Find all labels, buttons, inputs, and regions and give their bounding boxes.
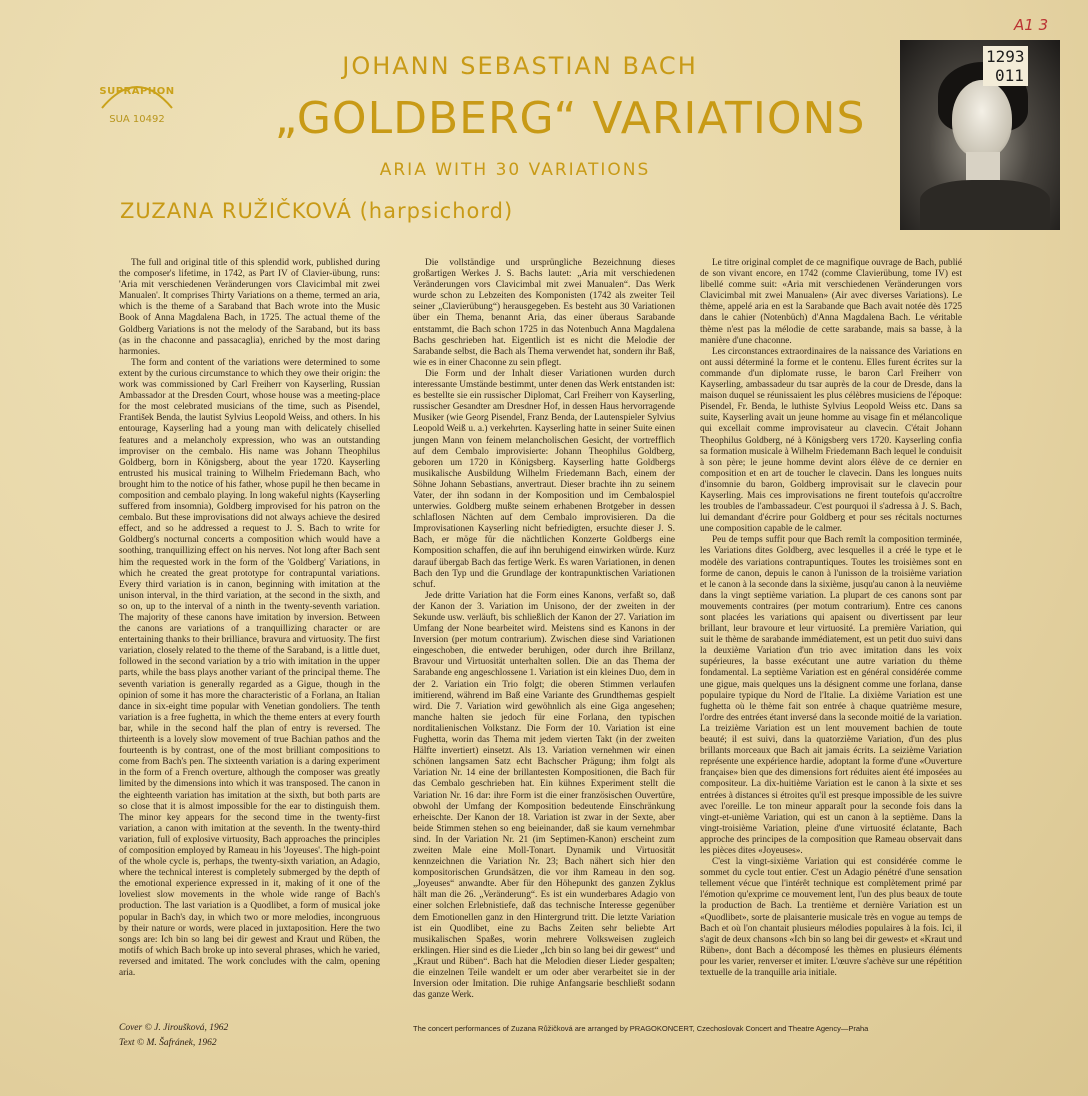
agency-footer: The concert performances of Zuzana Růžičková are arranged by PRAGOKONCERT, Czechoslovak Concert and Theatre Agency—Praha — [413, 1024, 869, 1033]
performer-name: ZUZANA RUŽIČKOVÁ (harpsichord) — [120, 199, 514, 223]
catalog-sticker — [983, 46, 1028, 86]
french-paragraph: Les circonstances extraordinaires de la naissance des Variations en ont aussi déterminé la forme et le contenu. Elles furent écrites sur la commande d'un diplomate russe, le baron Carl Freiherr von Kayserling, ambassadeur du tsar auprès de la cour de Dresde, dans la maison duquel se réunissaient les plus célèbres musiciens de l'époque: Pisendel, Fr. Benda, le luthiste Sylvius Leopold Weiss etc. Dans sa suite, Kayserling avait un jeune homme au visage fin et mélancolique qui excellait comme improvisateur au clavecin. C'était Johann Theophilus Goldberg, né à Königsberg vers 1720. Kayserling confia sa formation musicale à Wilhelm Friedemann Bach lequel le conduisit à son père; le jeune homme devint alors élève de ce dernier en composition et en art de toucher le clavecin. Dans les longues nuits d'insomnie du baron, Goldberg improvisait sur le clavecin pour Kayserling. Mais ces improvisations ne firent toutefois qu'accroître les troubles de l'ambassadeur. C'est pourquoi il s'adressa à J. S. Bach, lui demandant d'écrire pour Goldberg et pour ses récitals nocturnes une composition capable de le calmer. — [700, 346, 962, 535]
french-paragraph: C'est la vingt-sixième Variation qui est considérée comme le sommet du cycle tout entier. C'est un Adagio pénétré d'une sensation tellement vécue que l'intérêt technique est complètement primé par l'émotion qu'exprime ce mouvement lent, l'un des plus beaux de toute la production de Bach. La trentième et dernière Variation est un «Quodlibet», sorte de plaisanterie musicale très en vogue au temps de Bach et où l'on chantait plusieurs mélodies populaires à la fois. Ici, il s'agit de deux chansons «Ich bin so lang bei dir gewest» et «Kraut und Rüben», dont Bach a décomposé les thèmes en plusieurs éléments pour les varier, renverser et imiter. L'œuvre s'achève sur une répétition textuelle de la tranquille aria initiale. — [700, 857, 962, 978]
album-subtitle: ARIA WITH 30 VARIATIONS — [379, 160, 651, 180]
sticker-line-2: 011 — [995, 66, 1024, 85]
french-paragraph: Le titre original complet de ce magnifique ouvrage de Bach, publié de son vivant encore, en 1742 (comme Clavierübung, tome IV) est libellé comme suit: «Aria mit verschiedenen Veränderungen vors Clavicimbal mit zwei Manualen» (Air avec diverses Variations). Le thème, appelé aria en est la Sarabande que Bach avait notée dès 1725 dans le cahier (Notenbüch) d'Anna Magdalena Bach. Le véritable thème n'est pas la mélodie de cette sarabande, mais sa basse, à la manière d'une chaconne. — [700, 258, 962, 346]
french-paragraph: Peu de temps suffit pour que Bach remît la composition terminée, les Variations dites Goldberg, avec lesquelles il a créé le type et le modèle des variations contrapuntiques. Toutes les troisièmes sont en forme de canon, depuis le canon à l'unisson de la troisième variation et le canon à la seconde dans la sixième, jusqu'au canon à la neuvième dans la vingt septième variation. La plupart de ces canons sont par mouvements contraires (per motum contrarium). Entre ces canons sont placées les variations qui apaisent ou divertissent par leur brillant, leur bravoure et leur virtuosité. La première Variation, qui suit le thème de sarabande immédiatement, est un petit duo suivi dans la deuxième Variation d'un trio avec imitation dans les voix supérieures, la basse exécutant une autre variation du thème fondamental. La septième Variation est en général considérée comme une gigue, mais quelques uns la désignent comme une forlana, danse populaire typique du Nord de l'Italie. La dixième Variation est une fughetta où le thème fait son entrée à chaque quatrième mesure, l'ordre des entrées étant inversé dans la seconde moitié de la variation. La treizième Variation est un lent mouvement bachien de toute beauté; il est suivi, dans la quatorzième Variation, d'un des plus brillants morceaux que Bach ait jamais écrits. La seizième Variation représente une expérience hardie, adoptant la forme d'une «Ouverture française» bien que des dimensions fort réduites aient été imposées au compositeur. La dix-huitième Variation est le canon à la sixte et ses entrées à distances si étroites qu'il est presque impossible de les suivre avec l'oreille. Le ton mineur apparaît pour la seconde fois dans la vingt-et-unième Variation, qui est un canon à la septième. Dans la vingt-troisième Variation, pleine d'une virtuosité éclatante, Bach approche des principes de la composition que Rameau observait dans les pièces dites «Joyeuses». — [700, 535, 962, 856]
text-credit: Text © M. Šafránek, 1962 — [119, 1038, 217, 1048]
corner-handwritten-note: A1 3 — [1014, 16, 1049, 34]
label-catalog-number: SUA 10492 — [109, 114, 165, 125]
english-liner-notes — [119, 258, 380, 979]
english-paragraph: The full and original title of this splendid work, published during the composer's lifetime, in 1742, as Part IV of Clavier-übung, runs: 'Aria mit verschiedenen Veränderungen vors Clavicimbal mit zwei Manualen'. It comprises Thirty Variations on a theme, termed an aria, which is the theme of a Saraband that Bach wrote into the Music Book of Anna Magdalena Bach, in 1725. The actual theme of the Goldberg Variations is not the melody of the Saraband, but its bass (as in the chaconne and passacaglia), enriched by the most daring harmonies. — [119, 258, 380, 357]
album-title: „GOLDBERG“ VARIATIONS — [274, 93, 866, 144]
portrait-dress — [920, 180, 1050, 230]
supraphon-logo — [98, 72, 176, 134]
german-liner-notes — [413, 258, 675, 1001]
credits — [119, 1021, 228, 1051]
cover-credit: Cover © J. Jiroušková, 1962 — [119, 1023, 229, 1033]
sticker-line-1: 1293 — [986, 47, 1025, 66]
german-paragraph: Die vollständige und ursprüngliche Bezeichnung dieses großartigen Werkes J. S. Bachs lautet: „Aria mit verschiedenen Veränderungen vors Clavicimbal mit zwei Manualen“. Das Werk wurde schon zu Lebzeiten des Komponisten (1742 als zweiter Teil seiner „Clavierübung“) herausgegeben. Es besteht aus 30 Variationen über ein Thema, benannt Aria, das einer überaus Sarabande entstammt, die Bach schon 1725 in das Notenbuch Anna Magdalena Bachs geschrieben hat. Eigentlich ist es nicht die Melodie der Sarabande selbst, die Bach als Thema verwendet hat, sondern ihr Baß, wie es in einer Chaconne zu sein pflegt. — [413, 258, 675, 368]
composer-name: JOHANN SEBASTIAN BACH — [342, 52, 698, 80]
portrait-face — [952, 80, 1012, 158]
english-paragraph: The form and content of the variations were determined to some extent by the curious circumstance to which they owe their origin: the work was commissioned by Carl Freiherr von Kayserling, Russian Ambassador at the Dresden Court, whose house was a meeting-place for the most celebrated musicians of the time, such as Pisendel, František Benda, the lautist Sylvius Leopold Weiss, and others. In his entourage, Kayserling had a young man with delicately chiselled features and a melancholy expression, who was an outstanding improviser on the cembalo. His name was Johann Theophilus Goldberg, born in Königsberg, about the year 1720. Kayserling entrusted his musical training to Wilhelm Friedemann Bach, who brought him to the notice of his father, whose pupil he then became in composition and cembalo playing. In long wakeful nights (Kayserling suffered from insomnia), Goldberg improvised for his patron on the cembalo. But these improvisations did not always achieve the desired effect, and so he addressed a request to J. S. Bach to write for Goldberg's nocturnal concerts a composition which would have a soothing, tranquillizing effect on his nerves. Not long after Bach sent him the requested work in the form of the 'Goldberg' Variations, in which he created the great prototype for contrapuntal variations. Every third variation is in canon, beginning with imitation at the unison interval, in the third variation, at the second in the sixth, and so on, up to the interval of a ninth in the twenty-seventh variation. The majority of these canons have imitation by inversion. Between the canons are variations of a tranquillizing character or are entertaining thanks to their brilliance, bravura and virtuosity. The first variation, closely related to the theme of the Saraband, is a little duet, followed in the second variation by a trio with imitation in the upper parts, while the bass plays another variant of the principal theme. The seventh variation is generally regarded as a Gigue, though in the opinion of some it has more the characteristic of a Forlana, an Italian dance in six-eight time popular with Venetian gondoliers. The tenth variation is a free fughetta, in which the theme enters at every fourth bar, while in the second half the plan of entry is reversed. The thirteenth is a lovely slow movement of true Bachian pathos and the fourteenth is by contrast, one of the most brilliant compositions to come from Bach's pen. The sixteenth variation is a daring experiment in the form of a French overture, although the composer was greatly limited by the dimensions into which it was transposed. The canon in the eighteenth variation has imitation at the sixth, but both parts are so close that it is almost impossible for the ear to distinguish them. The minor key appears for the second time in the twenty-first variation, a canon with imitation at the seventh. In the twenty-third variation, full of explosive virtuosity, Bach approaches the principles of composition employed by Rameau in his 'Joyeuses'. The high-point of the whole cycle is, perhaps, the twenty-sixth variation, an Adagio, where the technical interest is completely submerged by the depth of the emotional experience expressed in it, making of it one of the loveliest slow movements in the whole wide range of Bach's production. The last variation is a Quodlibet, a form of musical joke popular in Bach's day, in which two or more melodies, incongruous by their nature or words, were placed in juxtaposition. Here the two songs are: Ich bin so lang bei dir gewest and Kraut und Rüben, the motifs of which Bach broke up into several phrases, which he varied, reversed and imitated. The work concludes with the calm, opening aria. — [119, 357, 380, 978]
french-liner-notes — [700, 258, 962, 979]
german-paragraph: Jede dritte Variation hat die Form eines Kanons, verfaßt so, daß der Kanon der 3. Variation im Unisono, der der zweiten in der Sekunde usw. verläuft, bis schließlich der Kanon der 27. Variation im Umfang der None bearbeitet wird. Meistens sind es Kanons in der Inversion (per motum contrarium). Zwischen diese sind Variationen eingeschoben, die entweder beruhigen, oder durch ihre Brillanz, Bravour und Virtuosität unterhalten sollen. Die an das Thema der Sarabande eng angeschlossene 1. Variation ist ein kleines Duo, dem in der 2. Variation ein Trio folgt; die oberen Stimmen verlaufen imitierend, während im Baß eine Variante des Grundthemas gespielt wird. Die 7. Variation wird gewöhnlich als eine Giga angesehen; manche halten sie jedoch für eine Forlana, den typischen norditalienischen Volkstanz. Die Form der 10. Variation ist eine Fughetta, worin das Thema mit jedem vierten Takt (in der zweiten Hälfte invertiert) einsetzt. Als 13. Variation vernehmen wir einen schönen langsamen Satz echt Bachscher Prägung; ihm folgt als Variation Nr. 14 eine der brillantesten Kompositionen, die Bach für das Cembalo geschrieben hat. Ein kühnes Experiment stellt die Variation Nr. 16 dar: ihre Form ist die einer französischen Ouvertüre, obwohl der Umfang der Komposition bedeutende Einschränkung erheischte. Der Kanon der 18. Variation ist zwar in der Sexte, aber beide Stimmen stehen so eng beieinander, daß sie kaum vernehmbar sind. In der Variation Nr. 21 (im Septimen-Kanon) erscheint zum zweiten Male eine Moll-Tonart. Dynamik und Virtuosität kennzeichnen die Variation Nr. 23; Bach nähert sich hier den kompositorischen Grundsätzen, die vor ihm Rameau in den sog. „Joyeuses“ anwandte. Aber für den Höhepunkt des ganzen Zyklus hält man die 26. „Veränderung“. Es ist ein wunderbares Adagio von einer solchen Erlebnistiefe, daß das technische Interesse gegenüber dem Emotionellen ganz in den Hintergrund tritt. Die letzte Variation ist ein Quodlibet, eine zu Bachs Zeiten sehr beliebte Art musikalischen Spaßes, worin mehrere Volksweisen zugleich erklingen. Hier sind es die Lieder „Ich bin so lang bei dir gewest“ und „Kraut und Rüben“. Bach hat die Melodien dieser Lieder gespalten; die einzelnen Teile wandelt er um oder aber verarbeitet sie in der Inversion oder Imitation. Die ruhige Anfangsarie beschließt sodann das ganze Werk. — [413, 590, 675, 1001]
german-paragraph: Die Form und der Inhalt dieser Variationen wurden durch interessante Umstände bestimmt, unter denen das Werk entstanden ist: es bestellte sie ein russischer Diplomat, Carl Freiherr von Kayserling, russischer Gesandter am Dresdner Hof, in dessen Haus hervorragende Musiker (wie Georg Pisendel, Franz Benda, der Lautenspieler Sylvius Leopold Weiß u. a.) verkehrten. Kayserling hatte in seiner Suite einen jungen Mann von feinem melancholischen Gesicht, der vortrefflich auf dem Cembalo improvisierte: Johann Theophilus Goldberg, geboren um 1720 in Königsberg. Kayserling hatte Goldbergs musikalische Ausbildung Wilhelm Friedemann Bach, einem der Söhne Johann Sebastians, anvertraut. Dieser brachte ihn zu seinem Vater, der ihn sodann in der Komposition und im Cembalospiel unterwies. Goldberg mußte seinem erhabenen Brotgeber in dessen schlaflosen Nächten auf dem Cembalo improvisieren. Da die Improvisationen Kayserling nicht befriedigten, ersuchte dieser J. S. Bach, er möge für die nächtlichen Konzerte Goldbergs eine Komposition schaffen, die auf ihn beruhigend einwirken würde. Kurz darauf übergab Bach das fertige Werk. Es waren Variationen, in denen Bach den Typ und die Grundlage der kontrapunktischen Variationen schuf. — [413, 368, 675, 590]
logo-text: SUPRAPHON — [99, 86, 175, 97]
performer-portrait — [900, 40, 1060, 230]
